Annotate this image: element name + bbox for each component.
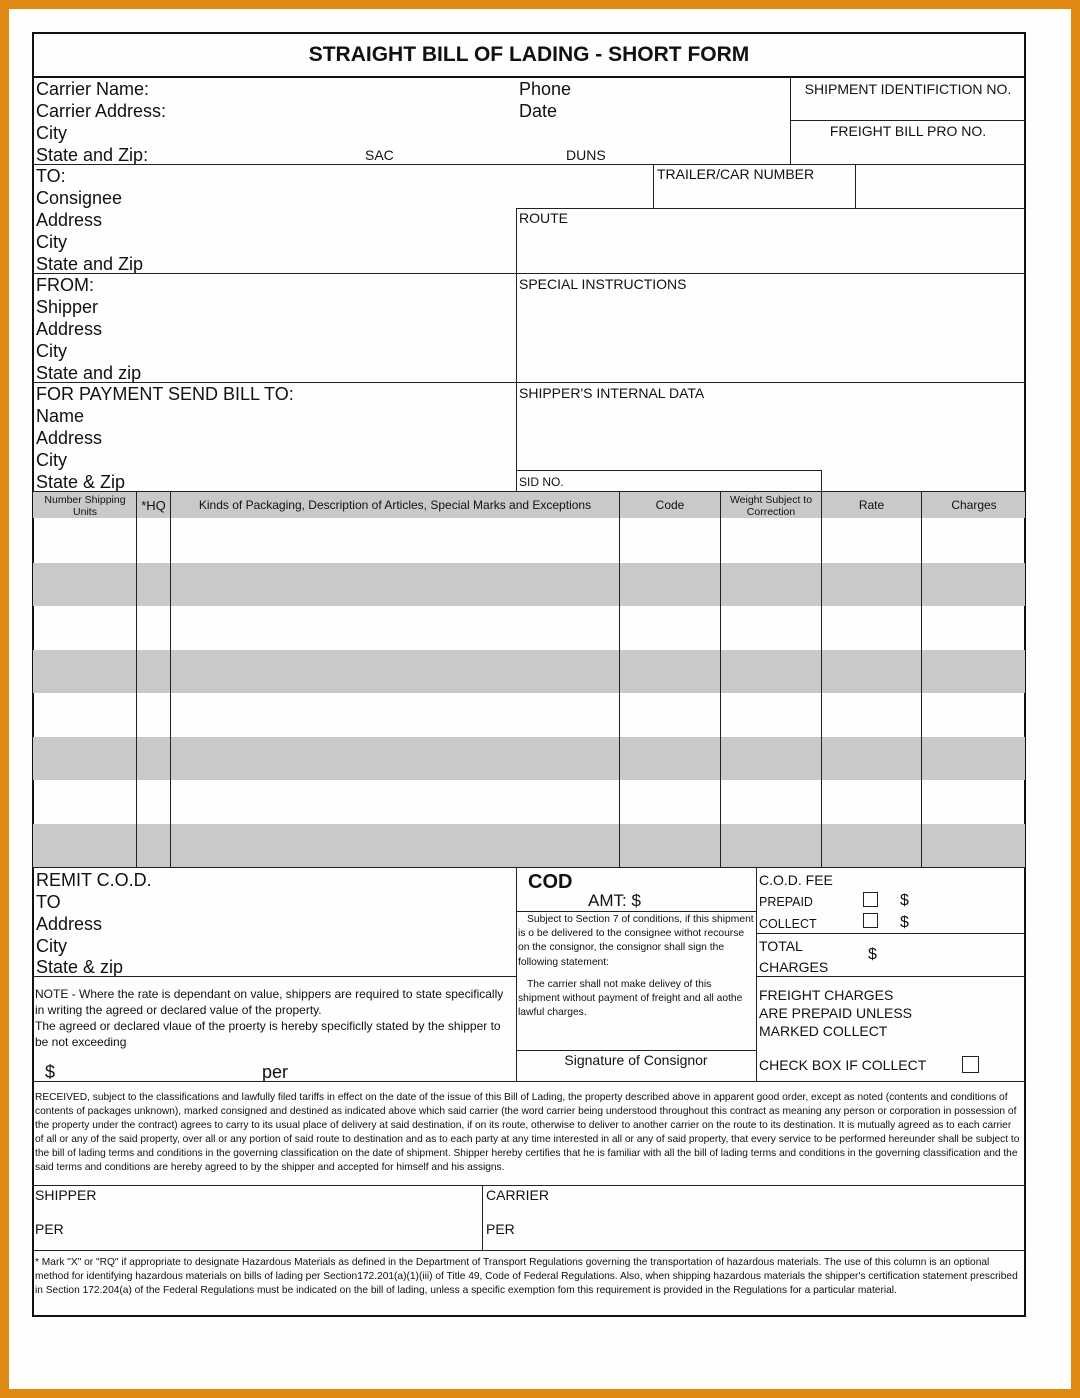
remit-cod-label: REMIT C.O.D. xyxy=(36,870,152,890)
cod-carrier-text: The carrier shall not make delivey of this shipment without payment of freight and all aothe lawful charges. xyxy=(518,979,743,1019)
total-dollar: $ xyxy=(868,946,877,963)
from-heading: FROM: xyxy=(36,275,94,295)
charges-label: CHARGES xyxy=(759,959,829,975)
payment-heading: FOR PAYMENT SEND BILL TO: xyxy=(36,384,294,404)
trailer-label: TRAILER/CAR NUMBER xyxy=(657,166,815,182)
shipper-label: Shipper xyxy=(36,297,99,317)
prepaid-checkbox[interactable] xyxy=(863,892,878,907)
check-box-collect-label: CHECK BOX IF COLLECT xyxy=(759,1057,927,1073)
shipment-id-label: SHIPMENT IDENTIFICTION NO. xyxy=(804,81,1012,97)
collect-check-box[interactable] xyxy=(962,1056,979,1073)
to-heading: TO: xyxy=(36,166,66,186)
freight-charges-line3: MARKED COLLECT xyxy=(759,1023,888,1039)
shipper-city-label: City xyxy=(36,341,67,361)
payment-name-label: Name xyxy=(36,406,85,426)
carrier-city-label: City xyxy=(36,123,67,143)
cod-subject-text: Subject to Section 7 of conditions, if this shipment is o be delivered to the consignee withot recourse on the consignor, the consignor shall sign the following statement: xyxy=(518,914,754,968)
carrier-state-zip-label: State and Zip: xyxy=(36,145,149,165)
form-title: STRAIGHT BILL OF LADING - SHORT FORM xyxy=(308,43,750,66)
carrier-address-label: Carrier Address: xyxy=(36,101,167,121)
date-label: Date xyxy=(519,101,558,121)
payment-city-label: City xyxy=(36,450,67,470)
col-weight-header: Weight Subject to Correction xyxy=(729,494,813,519)
freight-bill-label: FREIGHT BILL PRO NO. xyxy=(829,123,987,139)
table-row xyxy=(33,563,1025,606)
remit-state-zip-label: State & zip xyxy=(36,957,124,977)
note-line1: NOTE - Where the rate is dependant on value, shippers are required to state specifically in writing the agreed or declared value of the property. xyxy=(35,987,504,1017)
cod-fee-label: C.O.D. FEE xyxy=(759,872,833,888)
freight-charges-line1: FREIGHT CHARGES xyxy=(759,987,894,1003)
collect-label: COLLECT xyxy=(759,917,817,931)
shipper-address-label: Address xyxy=(36,319,103,339)
phone-label: Phone xyxy=(519,79,572,99)
duns-label: DUNS xyxy=(566,147,606,163)
prepaid-label: PREPAID xyxy=(759,895,813,909)
shipper-state-zip-label: State and zip xyxy=(36,363,142,383)
carrier-per-label: PER xyxy=(486,1221,515,1237)
remit-to-label: TO xyxy=(36,892,61,912)
consignee-city-label: City xyxy=(36,232,67,252)
freight-charges-line2: ARE PREPAID UNLESS xyxy=(759,1005,913,1021)
collect-dollar: $ xyxy=(900,914,909,931)
col-units-header: Number Shipping Units xyxy=(44,494,126,519)
total-label: TOTAL xyxy=(759,938,803,954)
collect-checkbox[interactable] xyxy=(863,913,878,928)
payment-state-zip-label: State & Zip xyxy=(36,472,126,492)
shipper-signature-label: SHIPPER xyxy=(35,1187,97,1203)
col-code-header: Code xyxy=(655,498,685,512)
note-dollar: $ xyxy=(45,1062,56,1082)
prepaid-dollar: $ xyxy=(900,892,909,909)
carrier-signature-label: CARRIER xyxy=(486,1187,550,1203)
remit-city-label: City xyxy=(36,936,67,956)
note-per: per xyxy=(262,1062,289,1082)
shipper-per-label: PER xyxy=(35,1221,64,1237)
consignee-label: Consignee xyxy=(36,188,123,208)
cod-heading: COD xyxy=(528,871,573,893)
received-terms: RECEIVED, subject to the classifications and lawfully filed tariffs in effect on the date of the issue of this Bill of Lading, the property described above in apparent good order, except as noted (contents and conditions of contents of packages unknown), marked consigned and destined as indicated above which said carrier (the word carrier being understood throughout this contract as meaning any person or corporation in possession of the property under the contract) agrees to carry to its usual place of delivery at said destination, if on its route, otherwise to deliver to another carrier on the route to its destination. It is mutually agreed as to each carrier of all or any of the said property, over all or any portion of said route to destination and as to each party at any time interested in all or any of said property, that every service to be performed hereunder shall be subject to the bill of lading terms and conditions in the governing classification on the date of shipment. Shipper hereby certifies that he is familiar with all the bill of lading terms and conditions in the governing classification and the said terms and conditions are hereby agreed to by the shipper and accepted for himself and his assigns. xyxy=(35,1092,1020,1174)
col-charges-header: Charges xyxy=(951,498,997,512)
col-rate-header: Rate xyxy=(858,498,885,512)
carrier-name-label: Carrier Name: xyxy=(36,79,150,99)
col-description-header: Kinds of Packaging, Description of Articles, Special Marks and Exceptions xyxy=(198,498,592,512)
route-label: ROUTE xyxy=(519,210,568,226)
note-line2: The agreed or declared vlaue of the proerty is hereby specificlly stated by the shipper to be not exceeding xyxy=(35,1019,501,1049)
special-instructions-label: SPECIAL INSTRUCTIONS xyxy=(519,276,687,292)
table-row xyxy=(33,737,1025,780)
consignee-address-label: Address xyxy=(36,210,103,230)
sac-label: SAC xyxy=(365,147,394,163)
signature-consignor-label: Signature of Consignor xyxy=(564,1052,708,1068)
consignee-state-zip-label: State and Zip xyxy=(36,254,144,274)
internal-data-label: SHIPPER'S INTERNAL DATA xyxy=(519,385,705,401)
sid-label: SID NO. xyxy=(519,475,564,489)
table-row xyxy=(33,824,1025,867)
cod-amt-label: AMT: $ xyxy=(588,891,641,910)
table-row xyxy=(33,650,1025,693)
col-hq-header: *HQ xyxy=(141,498,166,513)
remit-address-label: Address xyxy=(36,914,103,934)
payment-address-label: Address xyxy=(36,428,103,448)
hazmat-footnote: * Mark "X" or "RQ" if appropriate to designate Hazardous Materials as defined in the Department of Transport Regulations governing the transportation of hazardous materials. The use of this column is an optional method for identifying hazardous materials on bills of lading per Section172.201(a)(1)(iii) of Title 49, Code of Federal Regulations. Also, when shipping hazardous materials the shipper's certification statement prescribed in Section 172.204(a) of the Federal Regulations must be indicated on the bill of lading, unless a specific exemption fom this requirement is provided in the Regulations for a particular material. xyxy=(35,1257,1018,1297)
